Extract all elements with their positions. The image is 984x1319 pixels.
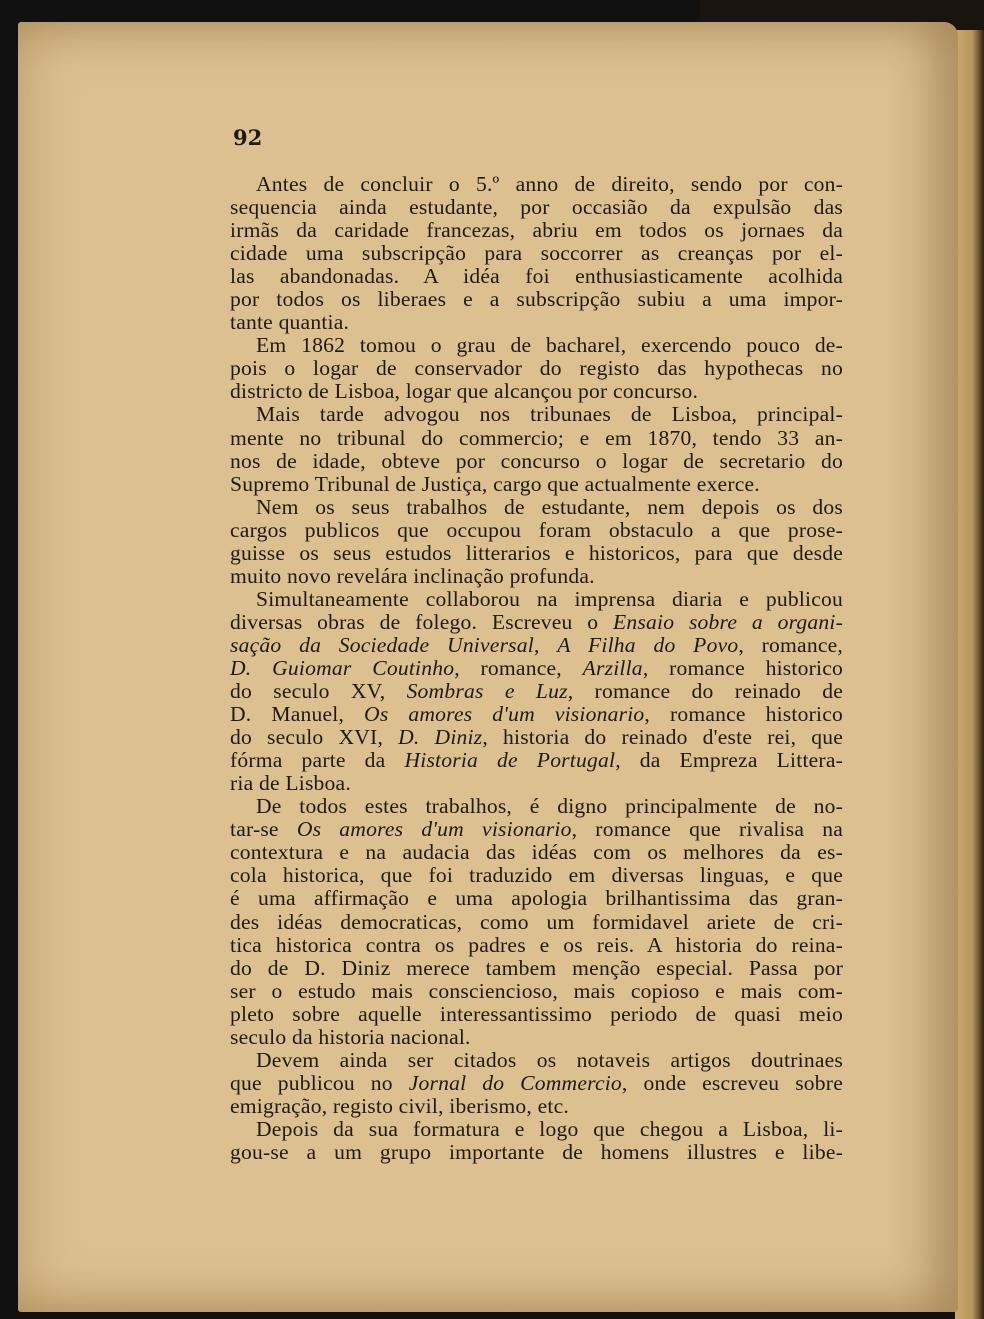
text-line bbox=[230, 265, 843, 288]
text-run: , bbox=[533, 632, 558, 657]
text-run: Nem os seus trabalhos de estudante, nem depois os dos bbox=[256, 494, 843, 519]
text-run: Supremo Tribunal de Justiça, cargo que actualmente exerce. bbox=[230, 471, 760, 496]
text-line bbox=[230, 911, 843, 934]
text-line bbox=[230, 726, 843, 749]
text-line bbox=[230, 219, 843, 242]
text-line bbox=[230, 864, 843, 887]
text-run: contextura e na audacia das idéas com os melhores da es- bbox=[230, 840, 843, 865]
text-run: ria de Lisboa. bbox=[230, 771, 351, 796]
text-run: , romance historico bbox=[642, 655, 843, 680]
text-run: Mais tarde advogou nos tribunaes de Lisboa, principal- bbox=[256, 402, 843, 427]
text-line bbox=[230, 1049, 843, 1072]
text-run: que publicou no bbox=[230, 1070, 409, 1095]
text-line bbox=[230, 427, 843, 450]
text-run: seculo da historia nacional. bbox=[230, 1024, 471, 1049]
text-run: cidade uma subscripção para soccorrer as creanças por el- bbox=[230, 241, 843, 266]
text-run: gou-se a um grupo importante de homens illustres e libe- bbox=[230, 1139, 843, 1164]
text-run: Depois da sua formatura e logo que chegou a Lisboa, li- bbox=[256, 1116, 843, 1141]
text-line bbox=[230, 634, 843, 657]
text-run: por todos os liberaes e a subscripção subiu a uma impor- bbox=[230, 287, 843, 312]
text-line bbox=[230, 611, 843, 634]
italic-title: Ensaio sobre a organi- bbox=[613, 609, 843, 634]
text-run: fórma parte da bbox=[230, 748, 405, 773]
italic-title: Arzilla bbox=[582, 655, 643, 680]
text-run: é uma affirmação e uma apologia brilhantissima das gran- bbox=[230, 886, 843, 911]
text-line bbox=[230, 1026, 843, 1049]
text-line bbox=[230, 772, 843, 795]
text-run: Antes de concluir o 5.º anno de direito, sendo por con- bbox=[256, 172, 843, 196]
text-run: De todos estes trabalhos, é digno principalmente de no- bbox=[256, 794, 843, 819]
italic-title: sação da Sociedade Universal bbox=[230, 632, 534, 657]
text-run: Em 1862 tomou o grau de bacharel, exercendo pouco de- bbox=[256, 333, 843, 358]
text-run: sequencia ainda estudante, por occasião da expulsão das bbox=[230, 195, 843, 220]
text-run: do seculo XV, bbox=[230, 679, 407, 704]
italic-title: Historia de Portugal bbox=[404, 748, 616, 773]
text-run: cola historica, que foi traduzido em diversas linguas, e que bbox=[230, 863, 843, 888]
text-run: do seculo XVI, bbox=[230, 725, 399, 750]
text-line bbox=[230, 565, 843, 588]
text-run: mente no tribunal do commercio; e em 1870, tendo 33 an- bbox=[230, 425, 843, 450]
text-line bbox=[230, 1072, 843, 1095]
text-line bbox=[230, 542, 843, 565]
text-line bbox=[230, 1095, 843, 1118]
text-line bbox=[230, 196, 843, 219]
text-run: irmãs da caridade francezas, abriu em todos os jornaes da bbox=[230, 218, 843, 243]
text-run: Simultaneamente collaborou na imprensa diaria e publicou bbox=[256, 586, 843, 611]
text-run: Devem ainda ser citados os notaveis artigos doutrinaes bbox=[256, 1047, 843, 1072]
text-line bbox=[230, 934, 843, 957]
text-line bbox=[230, 680, 843, 703]
text-line bbox=[230, 588, 843, 611]
page-number: 92 bbox=[233, 125, 263, 150]
italic-title: Os amores d'um visionario bbox=[364, 702, 645, 727]
italic-title: D. Guiomar Coutinho bbox=[230, 655, 455, 680]
text-line bbox=[230, 703, 843, 726]
text-line bbox=[230, 887, 843, 910]
text-run: pleto sobre aquelle interessantissimo periodo de quasi meio bbox=[230, 1001, 843, 1026]
text-line bbox=[230, 311, 843, 334]
text-line bbox=[230, 795, 843, 818]
text-line bbox=[230, 473, 843, 496]
text-line bbox=[230, 288, 843, 311]
text-line bbox=[230, 357, 843, 380]
italic-title: Jornal do Commercio bbox=[408, 1070, 622, 1095]
text-run: , da Empreza Littera- bbox=[615, 748, 843, 773]
text-line bbox=[230, 749, 843, 772]
text-run: , romance que rivalisa na bbox=[571, 817, 843, 842]
text-line bbox=[230, 242, 843, 265]
text-run: do de D. Diniz merece tambem menção especial. Passa por bbox=[230, 955, 843, 980]
text-run: tar-se bbox=[230, 817, 297, 842]
text-line bbox=[230, 657, 843, 680]
text-run: , romance do reinado de bbox=[567, 679, 844, 704]
text-run: las abandonadas. A idéa foi enthusiasticamente acolhida bbox=[230, 264, 843, 289]
text-run: , romance, bbox=[738, 632, 843, 657]
text-run: , historia do reinado d'este rei, que bbox=[482, 725, 844, 750]
text-line bbox=[230, 450, 843, 473]
text-run: muito novo revelára inclinação profunda. bbox=[230, 563, 595, 588]
text-run: D. Manuel, bbox=[230, 702, 365, 727]
text-run: districto de Lisboa, logar que alcançou por concurso. bbox=[230, 379, 699, 404]
text-line bbox=[230, 1003, 843, 1026]
text-line bbox=[230, 519, 843, 542]
italic-title: A Filha do Povo bbox=[557, 632, 739, 657]
page-edge bbox=[955, 30, 984, 1319]
text-line bbox=[230, 173, 843, 196]
text-line bbox=[230, 957, 843, 980]
text-line bbox=[230, 380, 843, 403]
text-run: guisse os seus estudos litterarios e historicos, para que desde bbox=[230, 540, 843, 565]
text-line bbox=[230, 818, 843, 841]
text-run: pois o logar de conservador do registo das hypothecas no bbox=[230, 356, 843, 381]
text-line bbox=[230, 403, 843, 426]
text-run: emigração, registo civil, iberismo, etc. bbox=[230, 1093, 569, 1118]
italic-title: Sombras e Luz bbox=[406, 679, 568, 704]
text-run: tica historica contra os padres e os reis. A historia do reina- bbox=[230, 932, 843, 957]
text-line bbox=[230, 496, 843, 519]
text-run: des idéas democraticas, como um formidavel ariete de cri- bbox=[230, 909, 843, 934]
italic-title: Os amores d'um visionario bbox=[296, 817, 572, 842]
text-line bbox=[230, 1118, 843, 1141]
text-run: cargos publicos que occupou foram obstaculo a que prose- bbox=[230, 517, 843, 542]
text-line bbox=[230, 980, 843, 1003]
text-run: , romance, bbox=[454, 655, 583, 680]
body-text bbox=[230, 173, 843, 1164]
text-run: diversas obras de folego. Escreveu o bbox=[230, 609, 614, 634]
text-run: tante quantia. bbox=[230, 310, 350, 335]
text-run: , romance historico bbox=[644, 702, 843, 727]
text-run: , onde escreveu sobre bbox=[621, 1070, 843, 1095]
text-run: ser o estudo mais consciencioso, mais copioso e mais com- bbox=[230, 978, 843, 1003]
text-line bbox=[230, 1141, 843, 1164]
text-line bbox=[230, 841, 843, 864]
text-run: nos de idade, obteve por concurso o logar de secretario do bbox=[230, 448, 843, 473]
text-line bbox=[230, 334, 843, 357]
italic-title: D. Diniz bbox=[398, 725, 483, 750]
